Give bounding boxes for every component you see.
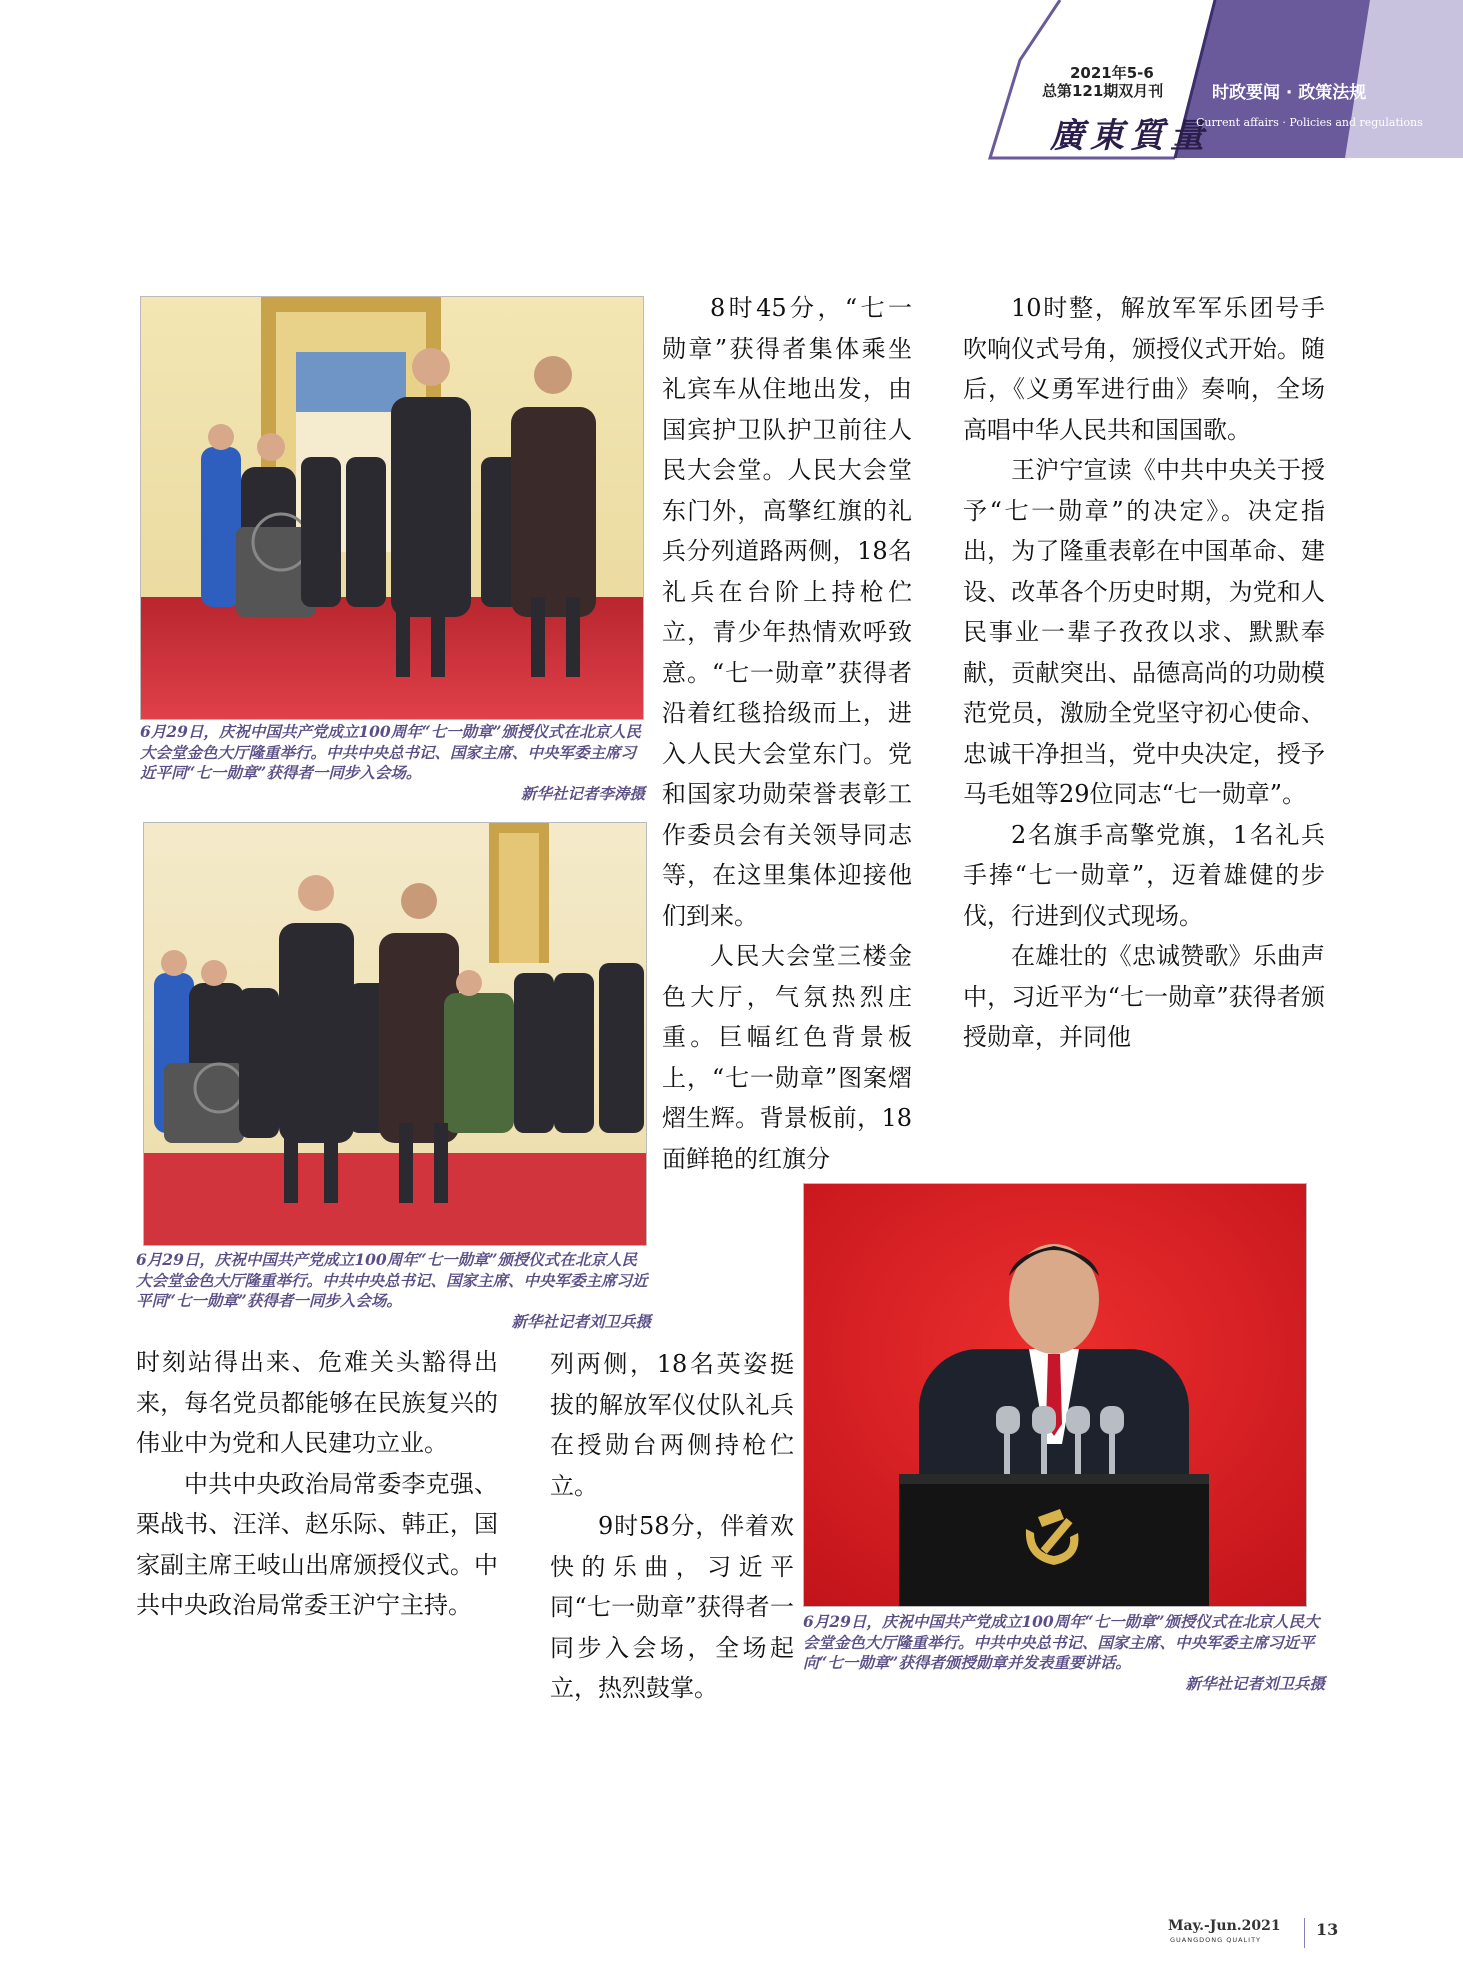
photo-ceremony-entrance-1-image [141,297,643,719]
article-column-left [136,1342,498,1626]
article-column-middle-continued [550,1344,794,1709]
photo-caption-2 [136,1250,651,1332]
photo-caption-1 [140,722,645,804]
photo-speech-image [804,1184,1306,1606]
paragraph: 中共中央政治局常委李克强、栗战书、汪洋、赵乐际、韩正，国家副主席王岐山出席颁授仪式。中共中央政治局常委王沪宁主持。 [136,1469,498,1619]
photo-credit-2: 新华社记者刘卫兵摄 [511,1311,651,1331]
paragraph: 列两侧，18名英姿挺拔的解放军仪仗队礼兵在授勋台两侧持枪伫立。 [550,1350,794,1500]
article-column-middle [662,288,912,1179]
paragraph: 时刻站得出来、危难关头豁得出来，每名党员都能够在民族复兴的伟业中为党和人民建功立业。 [136,1348,498,1457]
photo-caption-2-text: 6月29日，庆祝中国共产党成立100周年“七一勋章”颁授仪式在北京人民大会堂金色大厅隆重举行。中共中央总书记、国家主席、中央军委主席习近平同“七一勋章”获得者一同步入会场。 [136,1250,648,1310]
paragraph: 2名旗手高擎党旗，1名礼兵手捧“七一勋章”，迈着雄健的步伐，行进到仪式现场。 [963,820,1325,930]
issue-date: 2021年5-6 [1070,64,1154,82]
footer-magazine: GUANGDONG QUALITY [1170,1936,1262,1944]
paragraph: 9时58分，伴着欢快的乐曲，习近平同“七一勋章”获得者一同步入会场，全场起立，热烈鼓掌。 [550,1512,794,1702]
photo-caption-1-text: 6月29日，庆祝中国共产党成立100周年“七一勋章”颁授仪式在北京人民大会堂金色大厅隆重举行。中共中央总书记、国家主席、中央军委主席习近平同“七一勋章”获得者一同步入会场。 [140,722,642,782]
issue-total: 总第121期双月刊 [1042,82,1164,100]
paragraph: 人民大会堂三楼金色大厅，气氛热烈庄重。巨幅红色背景板上，“七一勋章”图案熠熠生辉。背景板前，18面鲜艳的红旗分 [662,942,912,1173]
section-subtitle: Current affairs · Policies and regulations [1196,116,1423,129]
photo-credit-1: 新华社记者李涛摄 [520,783,645,803]
photo-caption-3-text: 6月29日，庆祝中国共产党成立100周年“七一勋章”颁授仪式在北京人民大会堂金色大厅隆重举行。中共中央总书记、国家主席、中央军委主席习近平向“七一勋章”获得者颁授勋章并发表重要讲话。 [803,1612,1320,1672]
page-number: 13 [1316,1920,1339,1939]
section-title: 时政要闻 · 政策法规 [1212,83,1367,103]
article-column-right [963,288,1325,1058]
footer-divider [1304,1918,1305,1948]
paragraph: 在雄壮的《忠诚赞歌》乐曲声中，习近平为“七一勋章”获得者颁授勋章，并同他 [963,942,1325,1051]
magazine-logo: 廣東質量 [1050,116,1210,156]
photo-speech [803,1183,1307,1607]
paragraph: 王沪宁宣读《中共中央关于授予“七一勋章”的决定》。决定指出，为了隆重表彰在中国革命、建设、改革各个历史时期，为党和人民事业一辈子孜孜以求、默默奉献，贡献突出、品德高尚的功勋模范党员，激励全党坚守初心使命、忠诚干净担当，党中央决定，授予马毛姐等29位同志“七一勋章”。 [963,456,1325,808]
paragraph: 8时45分，“七一勋章”获得者集体乘坐礼宾车从住地出发，由国宾护卫队护卫前往人民大会堂。人民大会堂东门外，高擎红旗的礼兵分列道路两侧，18名礼兵在台阶上持枪伫立，青少年热情欢呼致意。“七一勋章”获得者沿着红毯拾级而上，进入人民大会堂东门。党和国家功勋荣誉表彰工作委员会有关领导同志等，在这里集体迎接他们到来。 [662,294,912,930]
photo-credit-3: 新华社记者刘卫兵摄 [1185,1673,1325,1693]
photo-caption-3 [803,1612,1325,1694]
footer-date: May.-Jun.2021 [1168,1918,1281,1934]
paragraph: 10时整，解放军军乐团号手吹响仪式号角，颁授仪式开始。随后，《义勇军进行曲》奏响，全场高唱中华人民共和国国歌。 [963,294,1325,444]
photo-ceremony-entrance-2 [143,822,647,1246]
photo-ceremony-entrance-2-image [144,823,646,1245]
photo-ceremony-entrance-1 [140,296,644,720]
